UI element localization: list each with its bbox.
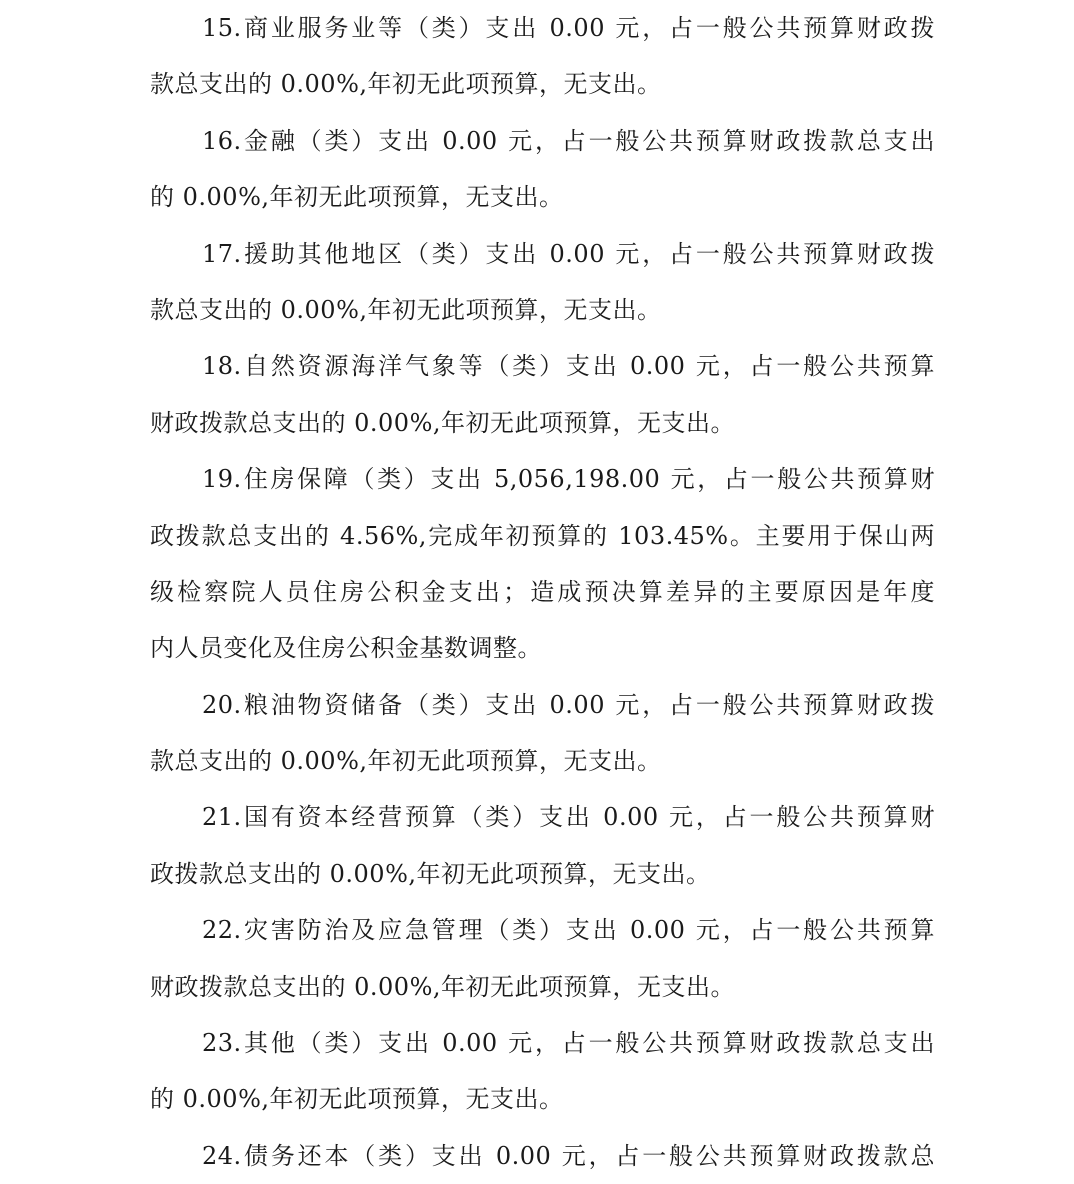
paragraph-23-line-1: 23.其他（类）支出 0.00 元，占一般公共预算财政拨款总支出 (202, 1029, 935, 1058)
paragraph-19-line-1: 19.住房保障（类）支出 5,056,198.00 元，占一般公共预算财 (202, 465, 935, 494)
paragraph-16-line-2: 的 0.00%,年初无此项预算，无支出。 (150, 183, 564, 212)
paragraph-19-line-3: 级检察院人员住房公积金支出；造成预决算差异的主要原因是年度 (150, 577, 935, 606)
paragraph-19-line-2: 政拨款总支出的 4.56%,完成年初预算的 103.45%。主要用于保山两 (150, 521, 935, 550)
paragraph-16-line-1: 16.金融（类）支出 0.00 元，占一般公共预算财政拨款总支出 (202, 126, 935, 155)
document-body (150, 0, 935, 1184)
paragraph-23-line-2: 的 0.00%,年初无此项预算，无支出。 (150, 1085, 564, 1114)
paragraph-18-line-2: 财政拨款总支出的 0.00%,年初无此项预算，无支出。 (150, 408, 735, 437)
paragraph-15-line-2: 款总支出的 0.00%,年初无此项预算，无支出。 (150, 70, 662, 99)
paragraph-15-line-1: 15.商业服务业等（类）支出 0.00 元，占一般公共预算财政拨 (202, 14, 935, 42)
paragraph-17-line-2: 款总支出的 0.00%,年初无此项预算，无支出。 (150, 295, 662, 324)
paragraph-20-line-2: 款总支出的 0.00%,年初无此项预算，无支出。 (150, 747, 662, 776)
paragraph-20-line-1: 20.粮油物资储备（类）支出 0.00 元，占一般公共预算财政拨 (202, 690, 935, 719)
paragraph-17-line-1: 17.援助其他地区（类）支出 0.00 元，占一般公共预算财政拨 (202, 239, 935, 268)
paragraph-18-line-1: 18.自然资源海洋气象等（类）支出 0.00 元，占一般公共预算 (202, 352, 935, 381)
paragraph-22-line-1: 22.灾害防治及应急管理（类）支出 0.00 元，占一般公共预算 (202, 916, 935, 945)
paragraph-21-line-1: 21.国有资本经营预算（类）支出 0.00 元，占一般公共预算财 (202, 803, 935, 832)
paragraph-24-line-1: 24.债务还本（类）支出 0.00 元，占一般公共预算财政拨款总 (202, 1141, 935, 1170)
paragraph-19-line-4: 内人员变化及住房公积金基数调整。 (150, 634, 542, 663)
paragraph-21-line-2: 政拨款总支出的 0.00%,年初无此项预算，无支出。 (150, 859, 711, 888)
paragraph-22-line-2: 财政拨款总支出的 0.00%,年初无此项预算，无支出。 (150, 972, 735, 1001)
